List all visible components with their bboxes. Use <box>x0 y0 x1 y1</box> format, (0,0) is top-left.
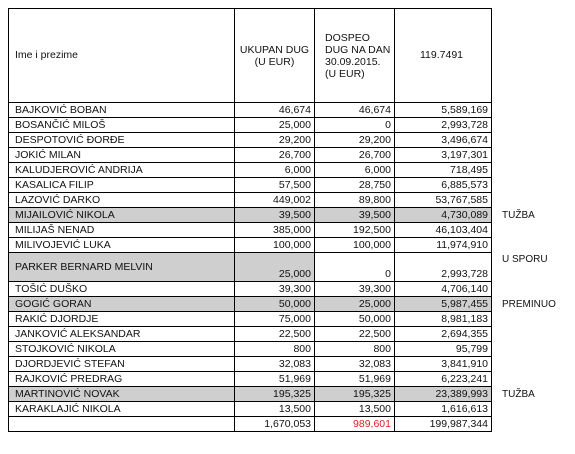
debtor-name: JANKOVIĆ ALEKSANDAR <box>9 327 235 342</box>
due-debt-cell: 192,500 <box>315 223 395 238</box>
status-note <box>492 148 557 163</box>
due-debt-cell: 13,500 <box>315 402 395 417</box>
due-debt-cell: 0 <box>315 118 395 133</box>
debt-table <box>8 8 557 432</box>
rsd-amount-cell: 3,496,674 <box>395 133 492 148</box>
rsd-amount-cell: 1,616,613 <box>395 402 492 417</box>
total-debt-cell: 25,000 <box>235 118 315 133</box>
debtor-name: KALUDJEROVIĆ ANDRIJA <box>9 163 235 178</box>
table-row <box>9 238 557 253</box>
rsd-amount-cell: 3,841,910 <box>395 357 492 372</box>
status-note <box>492 402 557 417</box>
rsd-amount-cell: 8,981,183 <box>395 312 492 327</box>
due-debt-cell: 195,325 <box>315 387 395 402</box>
debtor-name: PARKER BERNARD MELVIN <box>9 253 235 282</box>
status-note <box>492 357 557 372</box>
rsd-amount-cell: 3,197,301 <box>395 148 492 163</box>
total-debt-cell: 26,700 <box>235 148 315 163</box>
table-row <box>9 357 557 372</box>
status-note <box>492 163 557 178</box>
rsd-amount-cell: 4,730,089 <box>395 208 492 223</box>
debtor-name: DESPOTOVIĆ ĐORĐE <box>9 133 235 148</box>
total-debt-cell: 29,200 <box>235 133 315 148</box>
rsd-amount-cell: 4,706,140 <box>395 282 492 297</box>
total-debt-cell: 449,002 <box>235 193 315 208</box>
debtor-name: BOSANČIĆ MILOŠ <box>9 118 235 133</box>
debtor-name: MILIJAŠ NENAD <box>9 223 235 238</box>
due-debt-cell: 46,674 <box>315 103 395 118</box>
total-debt-cell: 39,300 <box>235 282 315 297</box>
total-debt-cell: 25,000 <box>235 253 315 282</box>
debtor-name: GOGIĆ GORAN <box>9 297 235 312</box>
status-note <box>492 118 557 133</box>
total-debt-cell: 100,000 <box>235 238 315 253</box>
debtor-name: DJORDJEVIĆ STEFAN <box>9 357 235 372</box>
debtor-name: STOJKOVIĆ NIKOLA <box>9 342 235 357</box>
due-debt-cell: 29,200 <box>315 133 395 148</box>
totals-note <box>492 417 557 432</box>
table-row <box>9 387 557 402</box>
total-debt-cell: 195,325 <box>235 387 315 402</box>
table-row <box>9 118 557 133</box>
rsd-amount-sum: 199,987,344 <box>395 417 492 432</box>
status-note <box>492 178 557 193</box>
rsd-amount-cell: 2,993,728 <box>395 253 492 282</box>
status-note <box>492 223 557 238</box>
rsd-amount-cell: 6,885,573 <box>395 178 492 193</box>
rsd-amount-cell: 5,589,169 <box>395 103 492 118</box>
rsd-amount-cell: 5,987,455 <box>395 297 492 312</box>
debtor-name: TOŠIĆ DUŠKO <box>9 282 235 297</box>
table-row <box>9 223 557 238</box>
total-debt-cell: 39,500 <box>235 208 315 223</box>
table-row <box>9 163 557 178</box>
status-note <box>492 372 557 387</box>
table-row <box>9 312 557 327</box>
total-debt-cell: 32,083 <box>235 357 315 372</box>
due-debt-cell: 50,000 <box>315 312 395 327</box>
debtor-name: MILIVOJEVIĆ LUKA <box>9 238 235 253</box>
due-debt-cell: 51,969 <box>315 372 395 387</box>
rsd-amount-cell: 46,103,404 <box>395 223 492 238</box>
table-row <box>9 103 557 118</box>
status-note: TUŽBA <box>502 388 535 400</box>
due-debt-cell: 28,750 <box>315 178 395 193</box>
header-row <box>9 9 557 103</box>
due-debt-cell: 39,300 <box>315 282 395 297</box>
status-note <box>492 327 557 342</box>
status-note <box>492 282 557 297</box>
header-name: Ime i prezime <box>9 9 235 103</box>
total-debt-cell: 51,969 <box>235 372 315 387</box>
table-row <box>9 253 557 282</box>
debtor-name: RAKIĆ DJORDJE <box>9 312 235 327</box>
total-debt-sum: 1,670,053 <box>235 417 315 432</box>
total-debt-cell: 800 <box>235 342 315 357</box>
debtor-name: JOKIĆ MILAN <box>9 148 235 163</box>
due-debt-cell: 22,500 <box>315 327 395 342</box>
due-debt-sum: 989,601 <box>315 417 395 432</box>
table-row <box>9 148 557 163</box>
rsd-amount-cell: 53,767,585 <box>395 193 492 208</box>
total-debt-cell: 13,500 <box>235 402 315 417</box>
debtor-name: LAZOVIĆ DARKO <box>9 193 235 208</box>
table-row <box>9 297 557 312</box>
spreadsheet <box>8 8 557 432</box>
header-note <box>492 9 557 103</box>
status-note <box>492 193 557 208</box>
rsd-amount-cell: 95,799 <box>395 342 492 357</box>
rsd-amount-cell: 2,993,728 <box>395 118 492 133</box>
debtor-name: KARAKLAJIĆ NIKOLA <box>9 402 235 417</box>
status-note <box>492 103 557 118</box>
debtor-name: BAJKOVIĆ BOBAN <box>9 103 235 118</box>
total-debt-cell: 75,000 <box>235 312 315 327</box>
status-note <box>492 133 557 148</box>
debtor-name: KASALICA FILIP <box>9 178 235 193</box>
status-note: TUŽBA <box>502 209 535 221</box>
table-row <box>9 327 557 342</box>
debtor-name: MIJAILOVIĆ NIKOLA <box>9 208 235 223</box>
rsd-amount-cell: 23,389,993 <box>395 387 492 402</box>
table-row <box>9 193 557 208</box>
table-row <box>9 372 557 387</box>
due-debt-cell: 25,000 <box>315 297 395 312</box>
total-debt-cell: 385,000 <box>235 223 315 238</box>
header-due-debt: DOSPEO DUG NA DAN 30.09.2015. (U EUR) <box>315 9 395 103</box>
status-note <box>492 342 557 357</box>
due-debt-cell: 26,700 <box>315 148 395 163</box>
rsd-amount-cell: 6,223,241 <box>395 372 492 387</box>
total-debt-cell: 57,500 <box>235 178 315 193</box>
total-debt-cell: 22,500 <box>235 327 315 342</box>
rsd-amount-cell: 11,974,910 <box>395 238 492 253</box>
table-row <box>9 282 557 297</box>
rsd-amount-cell: 718,495 <box>395 163 492 178</box>
due-debt-cell: 800 <box>315 342 395 357</box>
header-total-debt: UKUPAN DUG (U EUR) <box>235 9 315 103</box>
totals-row <box>9 417 557 432</box>
debtor-name: RAJKOVIĆ PREDRAG <box>9 372 235 387</box>
total-debt-cell: 46,674 <box>235 103 315 118</box>
due-debt-cell: 0 <box>315 253 395 282</box>
debtor-name: MARTINOVIĆ NOVAK <box>9 387 235 402</box>
totals-label <box>9 417 235 432</box>
rsd-amount-cell: 2,694,355 <box>395 327 492 342</box>
due-debt-cell: 89,800 <box>315 193 395 208</box>
due-debt-cell: 39,500 <box>315 208 395 223</box>
status-note: U SPORU <box>502 253 548 265</box>
total-debt-cell: 6,000 <box>235 163 315 178</box>
total-debt-cell: 50,000 <box>235 297 315 312</box>
due-debt-cell: 100,000 <box>315 238 395 253</box>
table-row <box>9 133 557 148</box>
header-rate: 119.7491 <box>395 9 492 103</box>
status-note <box>492 312 557 327</box>
table-row <box>9 342 557 357</box>
table-row <box>9 208 557 223</box>
table-row <box>9 178 557 193</box>
status-note <box>492 238 557 253</box>
status-note: PREMINUO <box>502 298 556 310</box>
due-debt-cell: 32,083 <box>315 357 395 372</box>
table-row <box>9 402 557 417</box>
due-debt-cell: 6,000 <box>315 163 395 178</box>
